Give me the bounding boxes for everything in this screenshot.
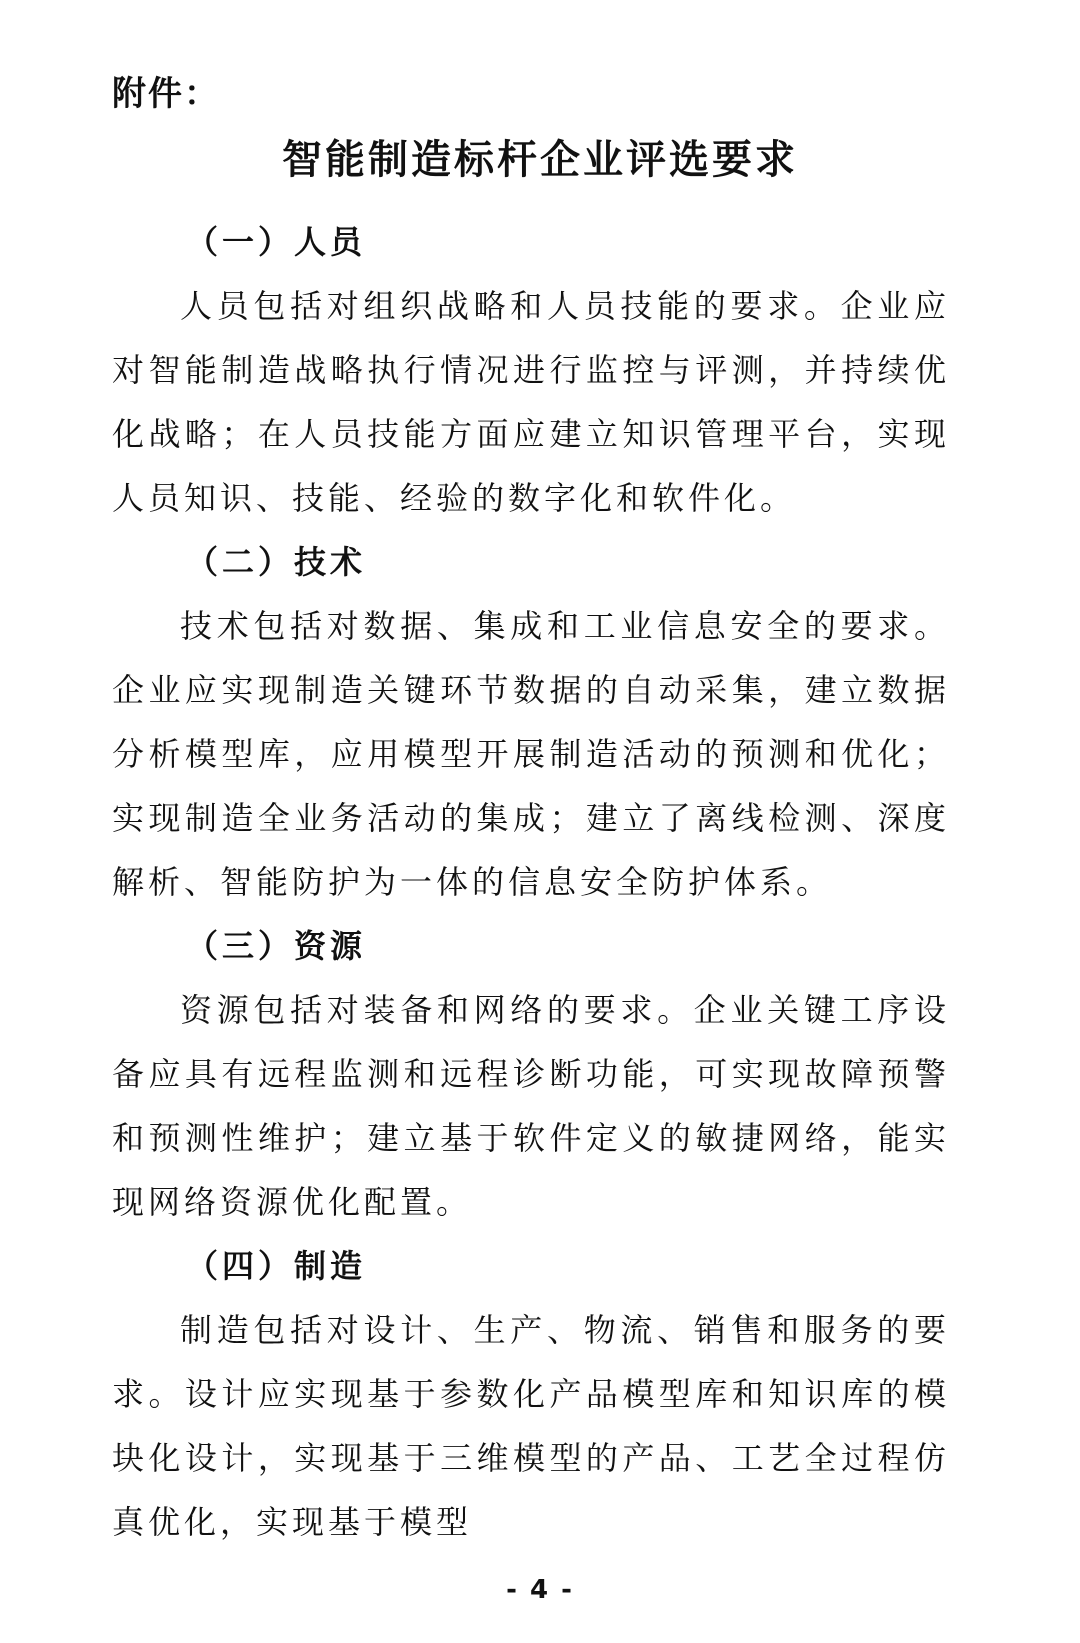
page-number: - 4 - <box>506 1575 574 1605</box>
section-heading-resources: （三）资源 <box>186 927 367 965</box>
section-paragraph-manufacturing: 制造包括对设计、生产、物流、销售和服务的要求。设计应实现基于参数化产品模型库和知识库的模块化设计，实现基于三维模型的产品、工艺全过程仿真优化，实现基于模型 <box>112 1311 950 1541</box>
section-heading-personnel: （一）人员 <box>186 223 367 261</box>
document-body <box>112 210 950 1554</box>
section-paragraph-personnel: 人员包括对组织战略和人员技能的要求。企业应对智能制造战略执行情况进行监控与评测，并持续优化战略；在人员技能方面应建立知识管理平台，实现人员知识、技能、经验的数字化和软件化。 <box>112 287 950 517</box>
page-title: 智能制造标杆企业评选要求 <box>282 137 798 183</box>
section-heading-technology: （二）技术 <box>186 543 367 581</box>
section-heading-manufacturing: （四）制造 <box>186 1247 367 1285</box>
attachment-label: 附件： <box>112 74 220 114</box>
section-paragraph-resources: 资源包括对装备和网络的要求。企业关键工序设备应具有远程监测和远程诊断功能，可实现故障预警和预测性维护；建立基于软件定义的敏捷网络，能实现网络资源优化配置。 <box>112 991 950 1221</box>
section-paragraph-technology: 技术包括对数据、集成和工业信息安全的要求。企业应实现制造关键环节数据的自动采集，建立数据分析模型库，应用模型开展制造活动的预测和优化；实现制造全业务活动的集成；建立了离线检测、深度解析、智能防护为一体的信息安全防护体系。 <box>112 607 950 901</box>
